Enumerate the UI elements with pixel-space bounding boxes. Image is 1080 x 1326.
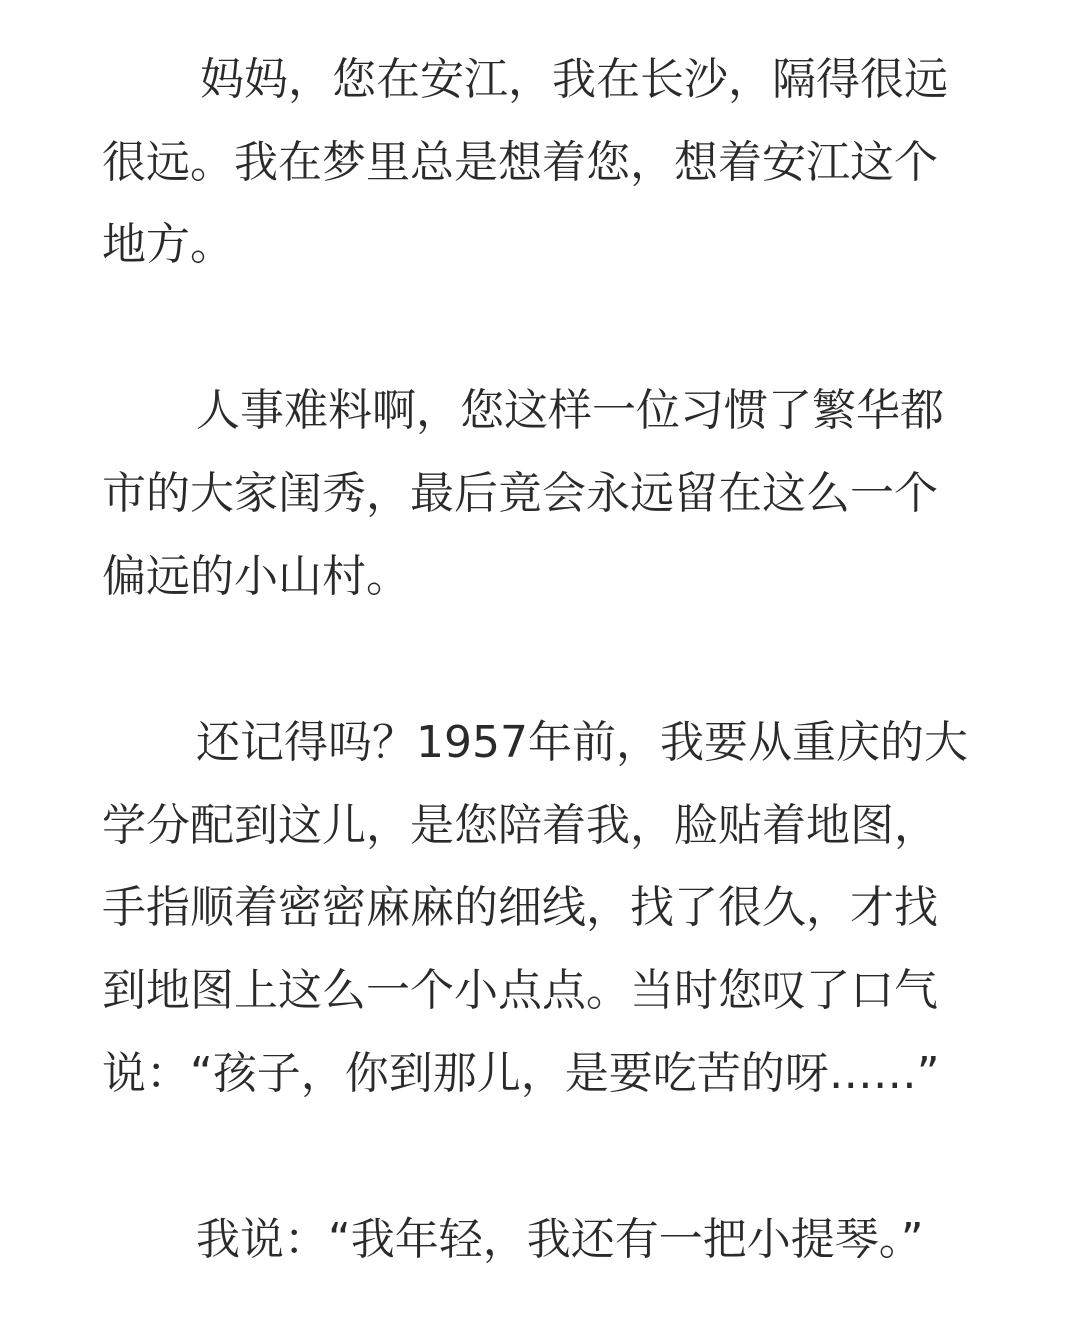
paragraph-line: 地方。 bbox=[102, 219, 234, 270]
paragraph-line: 市的大家闺秀，最后竟会永远留在这么一个 bbox=[102, 468, 938, 519]
paragraph-line: 妈妈，您在安江，我在长沙，隔得很远 bbox=[200, 54, 948, 105]
paragraph-line: 手指顺着密密麻麻的细线，找了很久，才找 bbox=[102, 882, 938, 933]
paragraph-line: 我说：“我年轻，我还有一把小提琴。” bbox=[196, 1214, 924, 1265]
paragraph-line: 到地图上这么一个小点点。当时您叹了口气 bbox=[102, 965, 938, 1016]
paragraph-line: 很远。我在梦里总是想着您，想着安江这个 bbox=[102, 137, 938, 188]
paragraph-line: 学分配到这儿，是您陪着我，脸贴着地图， bbox=[102, 800, 938, 851]
paragraph-line: 说：“孩子，你到那儿，是要吃苦的呀……” bbox=[102, 1048, 940, 1099]
paragraph-line: 人事难料啊，您这样一位习惯了繁华都 bbox=[196, 385, 944, 436]
paragraph-line: 还记得吗？1957年前，我要从重庆的大 bbox=[196, 717, 968, 768]
paragraph-line: 偏远的小山村。 bbox=[102, 551, 410, 602]
